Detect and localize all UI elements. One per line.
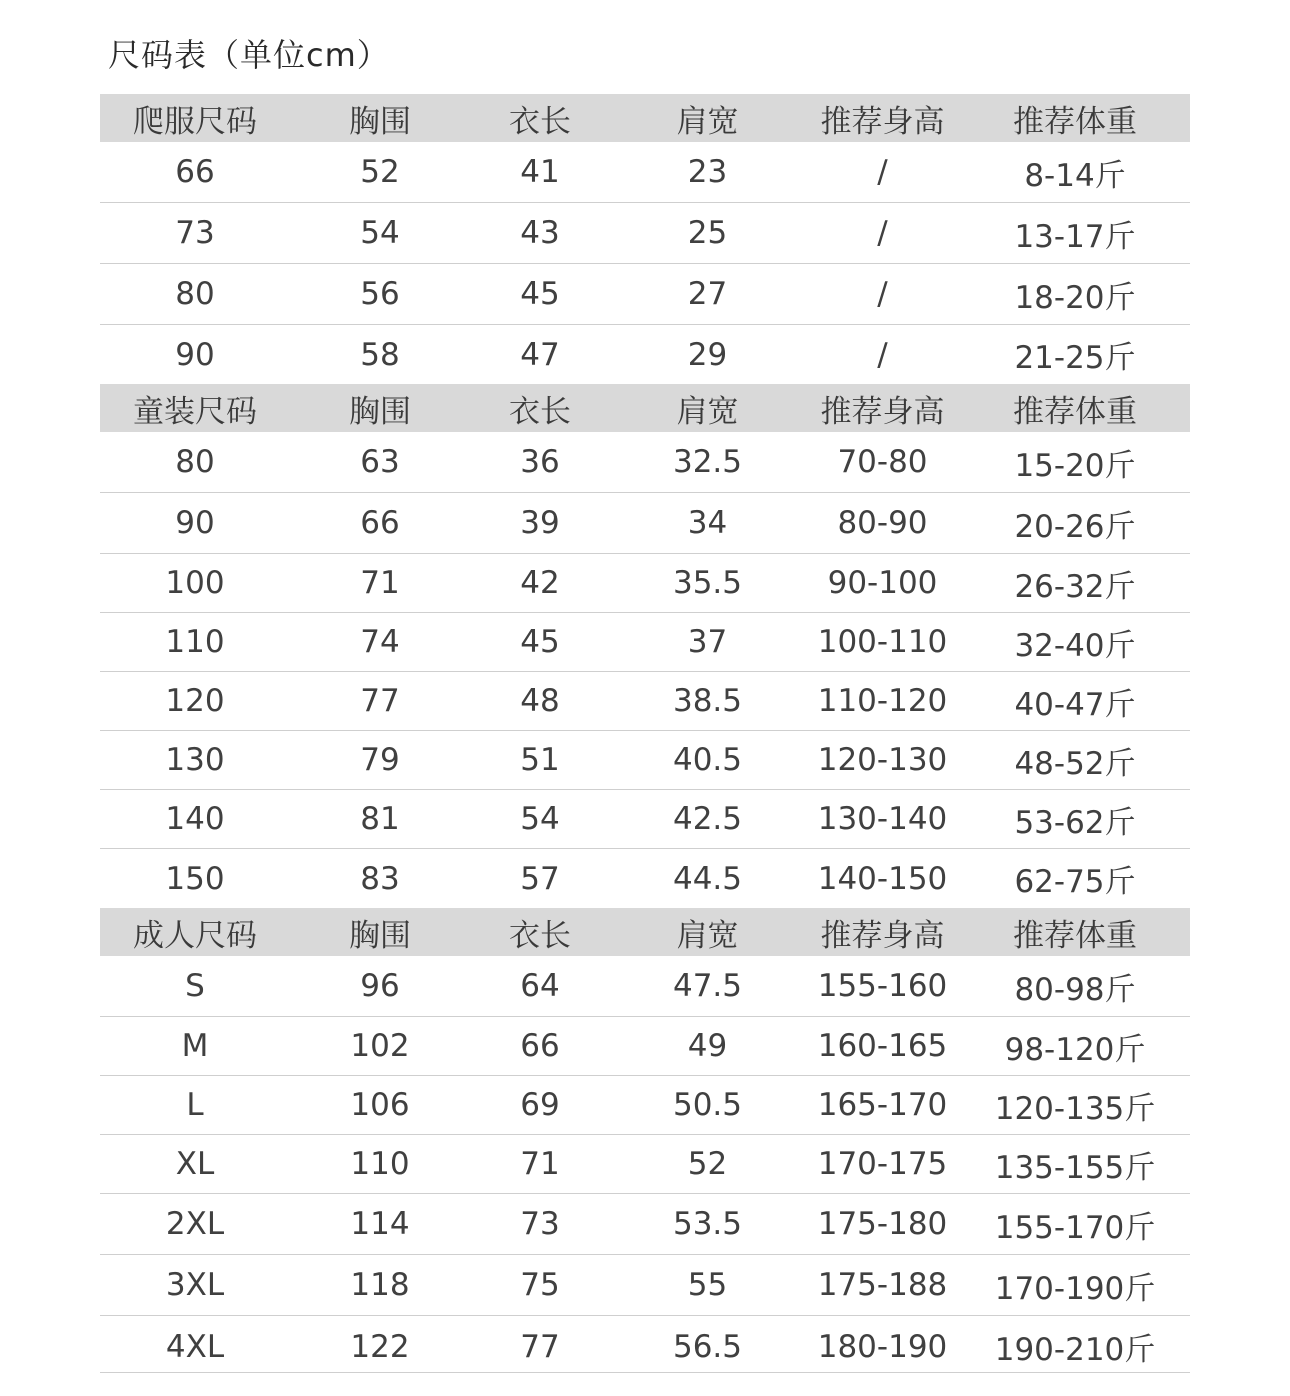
table-row: [100, 432, 1190, 493]
cell-chest: 79: [360, 742, 400, 778]
cell-size: L: [186, 1087, 204, 1123]
table-row: [100, 203, 1190, 264]
cell-length: 48: [520, 683, 560, 719]
section-header-adult: [100, 908, 1190, 956]
header-shoulder: 肩宽: [676, 103, 739, 140]
header-size: 童装尺码: [133, 393, 257, 430]
cell-chest: 81: [360, 801, 400, 837]
cell-shoulder: 32.5: [672, 444, 743, 480]
cell-height: 120-130: [817, 742, 948, 778]
cell-length: 57: [520, 860, 560, 897]
cell-chest: 66: [360, 505, 400, 541]
cell-size: 90: [175, 505, 215, 541]
section-header-kids: [100, 384, 1190, 432]
cell-height: 165-170: [817, 1087, 948, 1123]
cell-length: 39: [520, 505, 560, 541]
cell-weight: 155-170斤: [994, 1209, 1156, 1246]
header-weight: 推荐体重: [1013, 393, 1137, 430]
cell-weight: 80-98斤: [1014, 971, 1136, 1008]
table-row: [100, 493, 1190, 554]
cell-height: 160-165: [817, 1028, 948, 1064]
cell-weight: 135-155斤: [994, 1149, 1156, 1186]
table-row: [100, 613, 1190, 672]
cell-shoulder: 50.5: [672, 1087, 743, 1123]
cell-shoulder: 38.5: [672, 683, 743, 719]
cell-shoulder: 34: [687, 505, 728, 541]
cell-chest: 56: [360, 276, 400, 312]
cell-height: 80-90: [837, 505, 928, 541]
cell-height: 70-80: [837, 444, 928, 480]
cell-height: 175-180: [817, 1206, 948, 1242]
cell-height: 90-100: [827, 565, 938, 601]
cell-weight: 40-47斤: [1014, 686, 1136, 723]
cell-height: 180-190: [817, 1328, 948, 1365]
table-row: [100, 731, 1190, 790]
table-row: [100, 325, 1190, 384]
cell-shoulder: 25: [687, 215, 728, 251]
cell-chest: 77: [360, 683, 400, 719]
header-height: 推荐身高: [820, 917, 945, 954]
cell-shoulder: 40.5: [672, 742, 743, 778]
header-weight: 推荐体重: [1013, 103, 1137, 140]
cell-height: /: [877, 336, 888, 373]
header-shoulder: 肩宽: [676, 393, 739, 430]
table-row: [100, 672, 1190, 731]
table-row: [100, 554, 1190, 613]
cell-shoulder: 29: [687, 336, 728, 373]
section-header-romper: [100, 94, 1190, 142]
cell-size: 140: [165, 801, 225, 837]
header-size: 爬服尺码: [133, 103, 257, 140]
table-row: [100, 142, 1190, 203]
cell-length: 41: [520, 154, 560, 190]
header-height: 推荐身高: [820, 393, 945, 430]
cell-length: 71: [520, 1146, 560, 1182]
cell-length: 47: [520, 336, 560, 373]
cell-height: 140-150: [817, 860, 948, 897]
cell-shoulder: 42.5: [672, 801, 743, 837]
cell-weight: 170-190斤: [994, 1270, 1156, 1307]
cell-weight: 13-17斤: [1014, 218, 1136, 255]
header-length: 衣长: [509, 917, 571, 954]
cell-weight: 62-75斤: [1014, 864, 1136, 900]
cell-weight: 53-62斤: [1014, 804, 1136, 841]
cell-size: 100: [165, 565, 225, 601]
table-row: [100, 264, 1190, 325]
cell-height: 170-175: [817, 1146, 948, 1182]
size-chart-table: [100, 94, 1190, 1377]
table-row: [100, 1194, 1190, 1255]
cell-length: 45: [520, 276, 560, 312]
header-shoulder: 肩宽: [676, 917, 739, 954]
table-row: [100, 956, 1190, 1017]
cell-length: 42: [520, 565, 560, 601]
cell-height: 100-110: [817, 624, 948, 660]
cell-chest: 63: [360, 444, 400, 480]
cell-weight: 190-210斤: [994, 1332, 1156, 1368]
cell-shoulder: 53.5: [672, 1206, 743, 1242]
cell-size: 3XL: [165, 1267, 225, 1303]
cell-height: /: [877, 215, 888, 251]
table-row: [100, 1017, 1190, 1076]
header-weight: 推荐体重: [1013, 917, 1137, 954]
cell-shoulder: 23: [687, 154, 728, 190]
cell-chest: 83: [360, 860, 400, 897]
cell-length: 43: [520, 215, 560, 251]
cell-height: 155-160: [817, 968, 948, 1004]
header-length: 衣长: [509, 393, 571, 430]
cell-chest: 106: [350, 1087, 410, 1123]
cell-length: 69: [520, 1087, 560, 1123]
cell-weight: 20-26斤: [1014, 508, 1136, 545]
cell-chest: 54: [360, 215, 400, 251]
cell-size: 80: [175, 444, 215, 480]
cell-height: 175-188: [817, 1267, 948, 1303]
header-chest: 胸围: [349, 917, 411, 954]
cell-shoulder: 35.5: [672, 565, 743, 601]
cell-size: 120: [165, 683, 225, 719]
table-row: [100, 790, 1190, 849]
table-row: [100, 849, 1190, 908]
cell-chest: 52: [360, 154, 400, 190]
table-row: [100, 1076, 1190, 1135]
cell-height: /: [877, 276, 888, 312]
cell-shoulder: 49: [687, 1028, 728, 1064]
cell-shoulder: 37: [687, 624, 728, 660]
page-title: 尺码表（单位cm）: [108, 36, 390, 74]
table-bottom-divider: [100, 1372, 1190, 1373]
header-height: 推荐身高: [820, 103, 945, 140]
cell-size: 66: [175, 154, 215, 190]
cell-shoulder: 27: [687, 276, 728, 312]
cell-size: 130: [165, 742, 225, 778]
cell-weight: 120-135斤: [994, 1090, 1156, 1127]
cell-size: 90: [175, 336, 215, 373]
table-row: [100, 1255, 1190, 1316]
cell-length: 45: [520, 624, 560, 660]
cell-shoulder: 44.5: [672, 860, 743, 897]
cell-shoulder: 55: [687, 1267, 728, 1303]
header-length: 衣长: [509, 103, 571, 140]
cell-size: XL: [175, 1146, 215, 1182]
cell-size: 110: [165, 624, 225, 660]
cell-shoulder: 47.5: [672, 968, 743, 1004]
cell-chest: 122: [350, 1328, 410, 1365]
cell-height: 130-140: [817, 801, 948, 837]
cell-length: 51: [520, 742, 560, 778]
header-chest: 胸围: [349, 103, 411, 140]
cell-size: S: [185, 968, 205, 1004]
cell-size: 4XL: [165, 1328, 225, 1365]
cell-chest: 110: [350, 1146, 410, 1182]
cell-chest: 74: [360, 624, 400, 660]
cell-size: M: [181, 1028, 209, 1064]
cell-chest: 71: [360, 565, 400, 601]
cell-weight: 48-52斤: [1014, 745, 1136, 782]
table-row: [100, 1135, 1190, 1194]
cell-chest: 118: [350, 1267, 410, 1303]
cell-weight: 18-20斤: [1014, 279, 1136, 316]
cell-length: 77: [520, 1328, 560, 1365]
cell-length: 75: [520, 1267, 560, 1303]
cell-weight: 32-40斤: [1014, 627, 1136, 664]
cell-size: 80: [175, 276, 215, 312]
cell-shoulder: 56.5: [672, 1328, 743, 1365]
cell-weight: 21-25斤: [1014, 340, 1136, 376]
cell-size: 73: [175, 215, 215, 251]
cell-weight: 8-14斤: [1024, 157, 1126, 194]
cell-weight: 26-32斤: [1014, 568, 1136, 605]
cell-length: 64: [520, 968, 560, 1004]
header-size: 成人尺码: [133, 917, 257, 954]
table-row: [100, 1316, 1190, 1377]
cell-length: 36: [520, 444, 560, 480]
header-chest: 胸围: [349, 393, 411, 430]
cell-weight: 98-120斤: [1004, 1031, 1146, 1068]
cell-height: /: [877, 154, 888, 190]
cell-weight: 15-20斤: [1014, 447, 1136, 484]
cell-length: 66: [520, 1028, 560, 1064]
cell-length: 73: [520, 1206, 560, 1242]
cell-chest: 58: [360, 336, 400, 373]
cell-size: 150: [165, 860, 225, 897]
cell-shoulder: 52: [687, 1146, 728, 1182]
cell-length: 54: [520, 801, 560, 837]
cell-height: 110-120: [817, 683, 948, 719]
cell-chest: 96: [360, 968, 400, 1004]
cell-size: 2XL: [165, 1206, 225, 1242]
cell-chest: 114: [350, 1206, 410, 1242]
cell-chest: 102: [350, 1028, 410, 1064]
